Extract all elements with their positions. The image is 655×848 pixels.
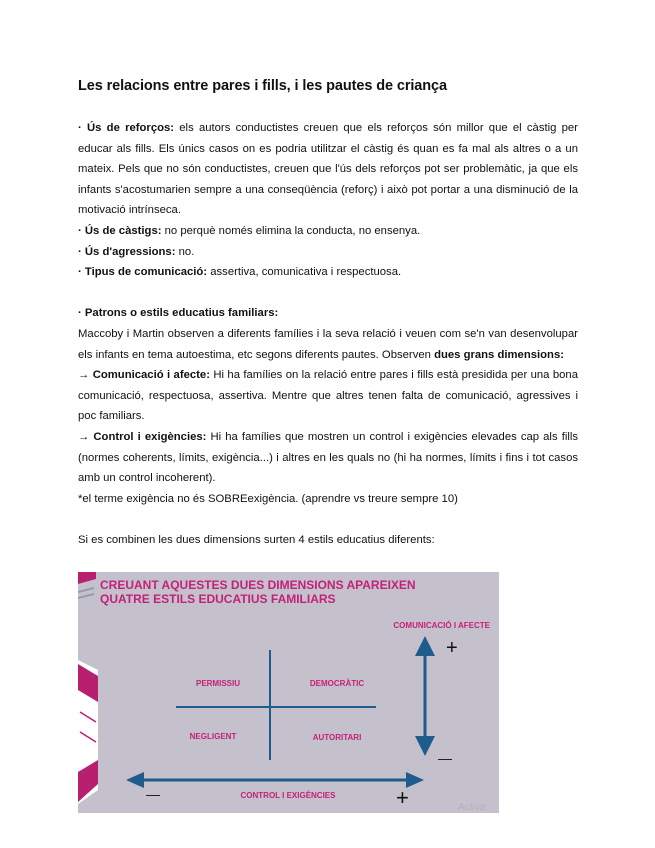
stripe-line: [78, 594, 94, 598]
y-axis-label: COMUNICACIÓ I AFECTE: [393, 621, 490, 630]
quadrant-democratic: DEMOCRÀTIC: [309, 679, 365, 688]
item-agressions: [78, 242, 578, 263]
first-section: [78, 118, 578, 550]
patterns-intro: [78, 324, 578, 365]
item-comunicacio: [78, 262, 578, 283]
watermark-text: Activa: [458, 802, 486, 813]
quadrant-negligent: NEGLIGENT: [189, 732, 237, 741]
stripe-line: [78, 588, 94, 592]
arrow-down-icon: [415, 736, 435, 756]
dimension-label: → Comunicació i afecte:: [78, 369, 210, 382]
item-text: els autors conductistes creuen que els reforços són millor que el càstig per educar als fills. Els únics casos on es podria utilitzar el càstig és quan es fa mal als altres o a un mateix. Pels que no són conductistes, creuen que l'ús dels reforços pot ser problemàtic, ja que els infants s'acostumarien sempre a una conseqüència (reforç) i això pot portar a una disminució de la motivació intrínseca.: [78, 122, 578, 217]
item-label: · Tipus de comunicació:: [78, 266, 208, 279]
dimension-communication: [78, 365, 578, 427]
item-label: · Ús de reforços:: [78, 122, 175, 134]
dimension-text: Hi ha famílies que mostren un control i exigències elevades cap als fills (normes coherents, límits, exigència...) i altres en les quals no (hi ha normes, límits i fins i tot casos amb un control incoherent).: [78, 430, 579, 485]
page-title: Les relacions entre pares i fills, i les pautes de criança: [78, 78, 447, 94]
styles-diagram: [78, 572, 499, 813]
item-text: assertiva, comunicativa i respectuosa.: [207, 266, 402, 279]
intro-text: Maccoby i Martin observen a diferents famílies i la seva relació i veuen com se'n van desenvolupar els infants en tema autoestima, etc segons diferents pautes. Observen: [78, 327, 578, 361]
x-axis-label: CONTROL I EXIGÈNCIES: [240, 791, 336, 800]
patterns-heading: · Patrons o estils educatius familiars:: [78, 307, 279, 320]
dimension-control: [78, 427, 578, 489]
item-text: no.: [175, 245, 195, 258]
quadrant-autoritari: AUTORITARI: [312, 733, 362, 742]
diagram-svg: [78, 572, 499, 813]
quadrant-permissiu: PERMISSIU: [195, 679, 241, 688]
arrow-left-icon: [126, 772, 144, 788]
note: *el terme exigència no és SOBREexigència. (aprendre vs treure sempre 10): [78, 492, 458, 505]
dimension-label: → Control i exigències:: [78, 430, 207, 443]
minus-bottom: —: [438, 750, 452, 766]
corner-stripe: [78, 572, 96, 584]
arrow-up-icon: [415, 636, 435, 656]
item-reforcos: [78, 118, 578, 221]
item-label: · Ús d'agressions:: [78, 245, 176, 258]
dimension-text: Hi ha famílies on la relació entre pares i fills està presidida per una bona comunicació, respectuosa, assertiva. Mentre que altres tenen falta de comunicació, agressives i poc familiars.: [78, 369, 578, 423]
combine-text: Si es combinen les dues dimensions surten 4 estils educatius diferents:: [78, 533, 435, 546]
plus-right: +: [396, 785, 409, 810]
plus-top: +: [446, 637, 458, 659]
minus-left: —: [146, 786, 160, 802]
item-label: · Ús de càstigs:: [78, 224, 162, 237]
item-text: no perquè només elimina la conducta, no ensenya.: [161, 224, 421, 237]
item-castigs: [78, 221, 578, 242]
diagram-title-line2: QUATRE ESTILS EDUCATIUS FAMILIARS: [100, 592, 336, 606]
diagram-title-line1: CREUANT AQUESTES DUES DIMENSIONS APAREIXEN: [100, 578, 416, 592]
intro-bold: dues grans dimensions:: [434, 348, 565, 361]
